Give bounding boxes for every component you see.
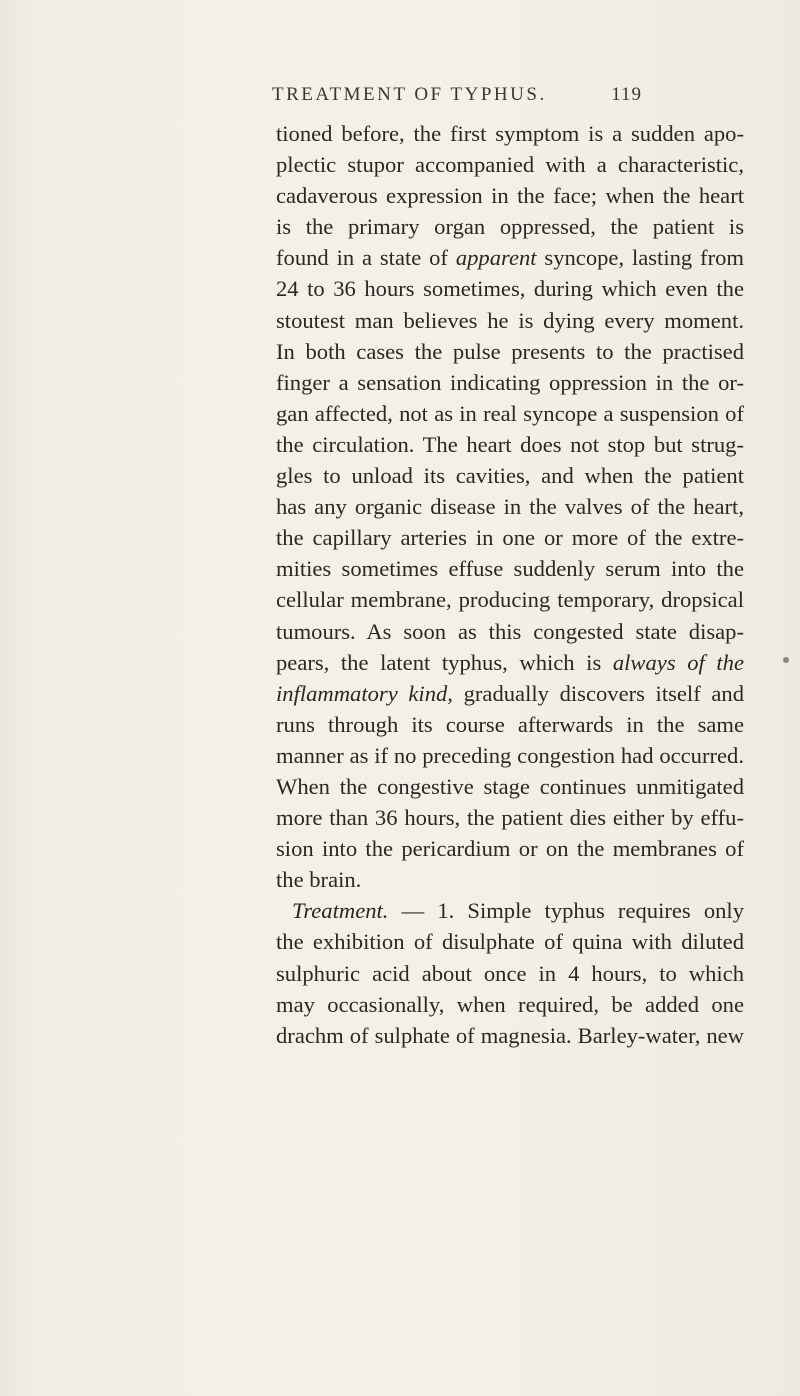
text-line: plectic stupor accompanied with a characteristic, (276, 152, 744, 178)
text-line: sion into the pericardium or on the membranes of (276, 836, 744, 862)
text-line: sulphuric acid about once in 4 hours, to which (276, 960, 744, 986)
text-line: drachm of sulphate of magnesia. Barley-water, new (276, 1022, 744, 1048)
body-text (276, 118, 744, 1051)
text-line: gles to unload its cavities, and when the patient (276, 463, 744, 489)
emphasis: apparent (455, 245, 537, 271)
page-number: 119 (611, 84, 642, 105)
text-line: 24 to 36 hours sometimes, during which even the (276, 276, 744, 302)
text-line: pears, the latent typhus, which is always of the (276, 649, 744, 675)
running-head: TREATMENT OF TYPHUS. (272, 84, 547, 105)
text-line: more than 36 hours, the patient dies either by effu- (276, 805, 744, 831)
text-line: mities sometimes effuse suddenly serum into the (276, 556, 744, 582)
text-line: has any organic disease in the valves of the heart, (276, 494, 744, 520)
text-line: stoutest man believes he is dying every moment. (276, 307, 744, 333)
text-line: In both cases the pulse presents to the practised (276, 338, 744, 364)
text-line: may occasionally, when required, be added one (276, 991, 744, 1017)
text-line: tioned before, the first symptom is a sudden apo- (276, 121, 744, 146)
emphasis: inflammatory kind, (276, 680, 453, 706)
text-line: the brain. (276, 867, 362, 893)
text-line: the circulation. The heart does not stop but strug- (276, 431, 744, 457)
text-line: inflammatory kind, gradually discovers itself and (276, 680, 744, 706)
text-line: cadaverous expression in the face; when the heart (276, 183, 744, 209)
text-line: gan affected, not as in real syncope a suspension of (276, 400, 744, 426)
text-line: Treatment. — 1. Simple typhus requires only (292, 898, 744, 924)
text-line: cellular membrane, producing temporary, dropsical (276, 587, 744, 613)
emphasis: always of the (612, 649, 744, 675)
section-heading: Treatment. (292, 898, 389, 924)
text-line: finger a sensation indicating oppression in the or- (276, 369, 744, 395)
text-line: the capillary arteries in one or more of the extre- (276, 525, 744, 551)
text-line: manner as if no preceding congestion had occurred. (276, 742, 744, 768)
text-line: the exhibition of disulphate of quina with diluted (276, 929, 744, 955)
text-line: is the primary organ oppressed, the patient is (276, 214, 744, 240)
text-line: tumours. As soon as this congested state disap- (276, 618, 744, 644)
page-header (272, 84, 642, 114)
ink-spot (783, 657, 789, 663)
text-line: found in a state of apparent syncope, lasting from (276, 245, 744, 271)
text-line: runs through its course afterwards in the same (276, 711, 744, 737)
text-line: When the congestive stage continues unmitigated (276, 773, 744, 799)
